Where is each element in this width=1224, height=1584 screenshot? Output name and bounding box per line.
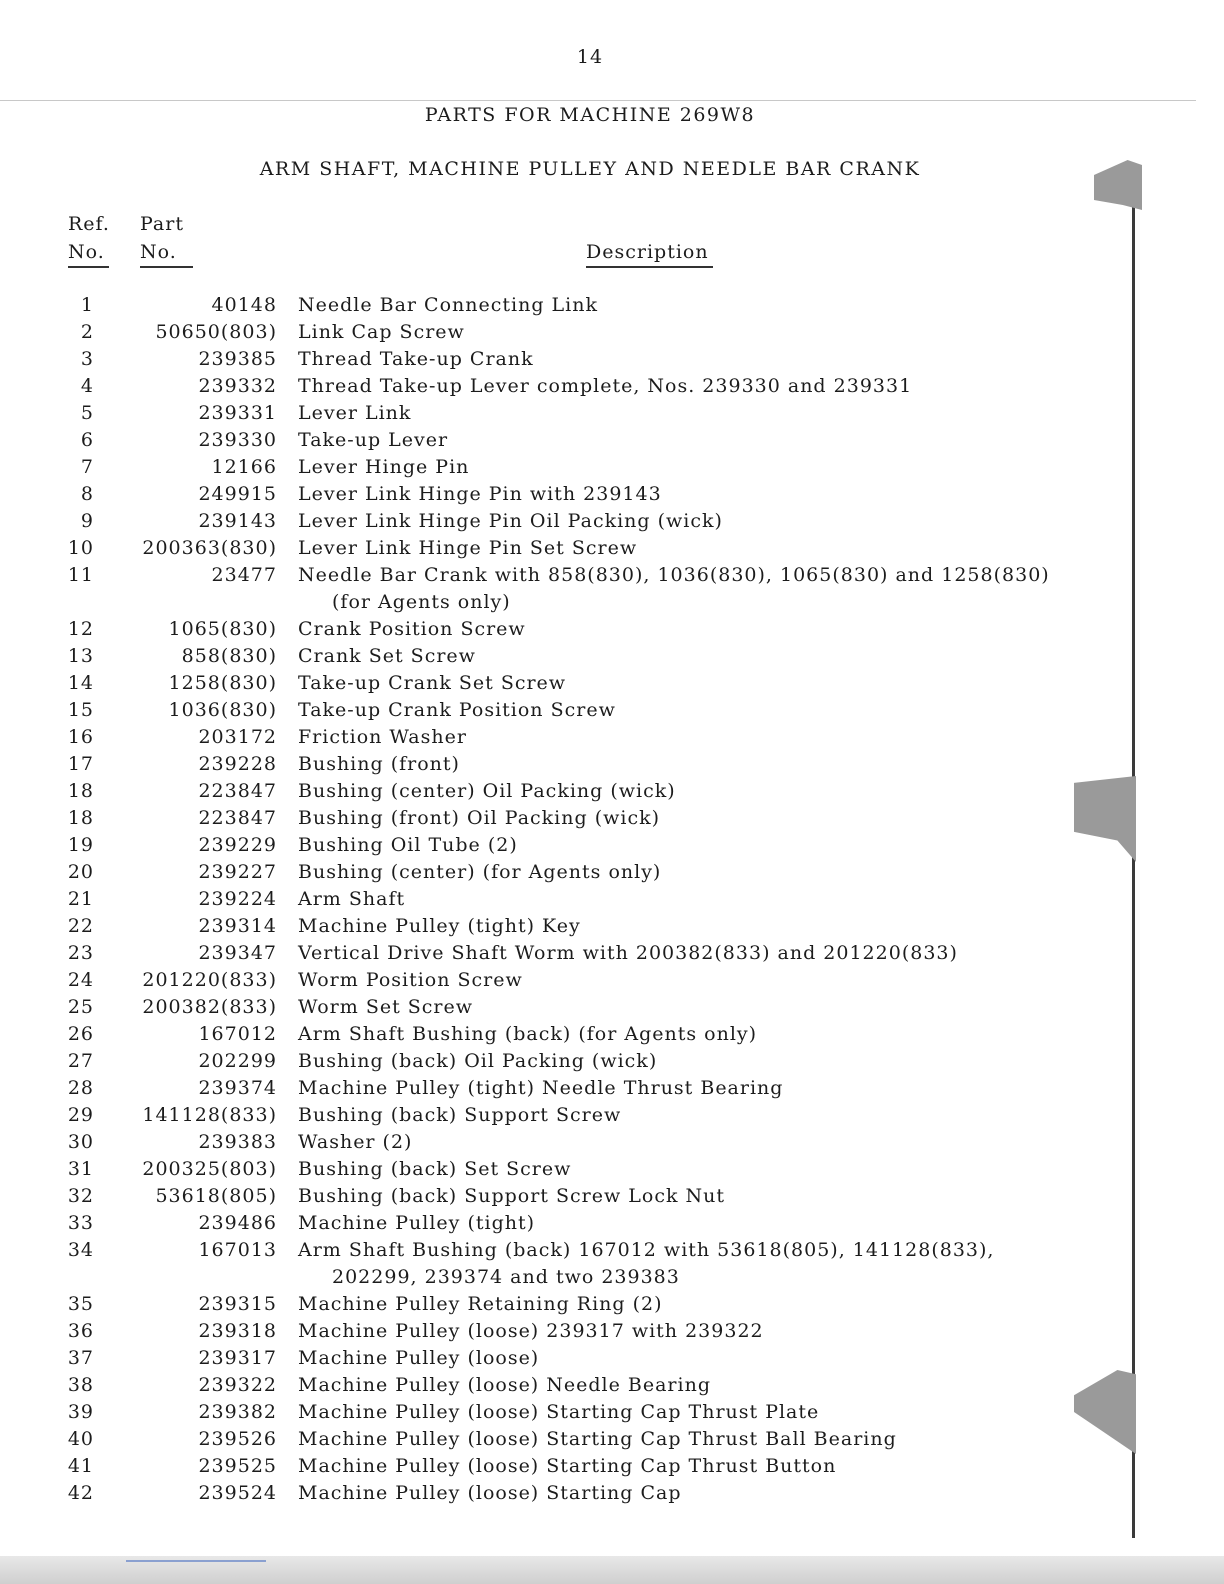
page-edge-line: [1132, 200, 1135, 1538]
part-number: 249915: [198, 483, 277, 505]
table-row: [0, 1345, 1140, 1372]
ref-number: 8: [80, 483, 94, 505]
description-text: Take-up Lever: [298, 429, 449, 451]
description-continuation: 202299, 239374 and two 239383: [332, 1266, 680, 1288]
description-text: Machine Pulley (tight): [298, 1212, 536, 1234]
part-number: 12166: [211, 456, 277, 478]
ref-number: 11: [67, 564, 94, 586]
part-number: 239331: [198, 402, 277, 424]
description-text: Lever Link: [298, 402, 412, 424]
description-text: Bushing (center) Oil Packing (wick): [298, 780, 676, 802]
ref-number: 16: [67, 726, 94, 748]
part-description: [298, 1318, 764, 1345]
table-row: [0, 697, 1140, 724]
table-row: [0, 400, 1140, 427]
ref-number: 41: [67, 1455, 94, 1477]
part-description: [298, 1021, 757, 1048]
part-number: 201220(833): [142, 969, 277, 991]
part-number: 239385: [198, 348, 277, 370]
part-number: 239347: [198, 942, 277, 964]
part-description: [298, 670, 566, 697]
part-number: 239143: [198, 510, 277, 532]
part-number: 239382: [198, 1401, 277, 1423]
table-row: [0, 859, 1140, 886]
table-row: [0, 1075, 1140, 1102]
description-text: Take-up Crank Set Screw: [298, 672, 567, 694]
table-row: [0, 1399, 1140, 1426]
part-description: [298, 481, 662, 508]
description-text: Lever Link Hinge Pin with 239143: [298, 483, 662, 505]
ref-number: 39: [67, 1401, 94, 1423]
table-row: [0, 1183, 1140, 1210]
ref-number: 42: [67, 1482, 94, 1504]
description-continuation: (for Agents only): [332, 591, 511, 613]
ref-header-line1: Ref.: [68, 213, 110, 235]
ref-number: 40: [67, 1428, 94, 1450]
table-row: [0, 1156, 1140, 1183]
part-description: [298, 319, 465, 346]
ref-number: 35: [67, 1293, 94, 1315]
table-row: [0, 832, 1140, 859]
part-description: [298, 292, 598, 319]
part-number: 1065(830): [168, 618, 277, 640]
description-text: Bushing (back) Set Screw: [298, 1158, 572, 1180]
table-row: [0, 1291, 1140, 1318]
table-row: [0, 1129, 1140, 1156]
ref-number: 21: [67, 888, 94, 910]
table-row: [0, 454, 1140, 481]
table-row: [0, 994, 1140, 1021]
scan-bottom-edge: [0, 1556, 1224, 1584]
part-number: 858(830): [181, 645, 277, 667]
ref-number: 19: [67, 834, 94, 856]
description-text: Bushing (back) Support Screw Lock Nut: [298, 1185, 726, 1207]
description-text: Worm Position Screw: [298, 969, 523, 991]
part-description: [298, 1480, 682, 1507]
ref-number: 1: [80, 294, 94, 316]
ref-number: 30: [67, 1131, 94, 1153]
ref-number: 18: [67, 780, 94, 802]
table-row: [0, 535, 1140, 562]
table-row: [0, 481, 1140, 508]
part-description: [298, 1453, 836, 1480]
part-description: [298, 1156, 571, 1183]
ref-number: 18: [67, 807, 94, 829]
part-number: 239228: [198, 753, 277, 775]
part-description: [298, 832, 518, 859]
ref-number: 29: [67, 1104, 94, 1126]
part-number: 239227: [198, 861, 277, 883]
table-row: [0, 778, 1140, 805]
description-text: Bushing (center) (for Agents only): [298, 861, 662, 883]
ref-number: 36: [67, 1320, 94, 1342]
part-description: [298, 1075, 783, 1102]
description-text: Vertical Drive Shaft Worm with 200382(833) and 201220(833): [298, 942, 958, 964]
part-description: [298, 1102, 621, 1129]
part-number: 239332: [198, 375, 277, 397]
description-text: Take-up Crank Position Screw: [298, 699, 616, 721]
part-description: [298, 751, 460, 778]
part-number: 200363(830): [142, 537, 277, 559]
part-number: 50650(803): [155, 321, 277, 343]
description-text: Arm Shaft Bushing (back) 167012 with 53618(805), 141128(833),: [298, 1239, 995, 1261]
table-row: [0, 1372, 1140, 1399]
description-header: [586, 238, 713, 268]
ref-number: 17: [67, 753, 94, 775]
part-number: 40148: [211, 294, 277, 316]
ref-number: 20: [67, 861, 94, 883]
part-description: [298, 1399, 819, 1426]
ref-number: 28: [67, 1077, 94, 1099]
section-subtitle: ARM SHAFT, MACHINE PULLEY AND NEEDLE BAR CRANK: [259, 158, 921, 180]
part-number: 239224: [198, 888, 277, 910]
part-description: [298, 967, 523, 994]
description-text: Friction Washer: [298, 726, 467, 748]
part-description: [298, 643, 476, 670]
parts-list: [0, 292, 1140, 1507]
table-row: [0, 562, 1140, 616]
description-text: Needle Bar Connecting Link: [298, 294, 598, 316]
part-number: 239525: [198, 1455, 277, 1477]
description-text: Machine Pulley (loose) Needle Bearing: [298, 1374, 711, 1396]
part-number: 239486: [198, 1212, 277, 1234]
description-text: Needle Bar Crank with 858(830), 1036(830), 1065(830) and 1258(830): [298, 564, 1050, 586]
ref-header-line2: No.: [68, 238, 109, 268]
ref-number: 33: [67, 1212, 94, 1234]
part-description: [298, 1048, 657, 1075]
part-description: [298, 346, 534, 373]
part-number: 239229: [198, 834, 277, 856]
table-row: [0, 1237, 1140, 1291]
part-description: [298, 454, 469, 481]
description-header-label: Description: [586, 238, 713, 268]
ref-number: 15: [67, 699, 94, 721]
page-title: PARTS FOR MACHINE 269W8: [424, 104, 756, 126]
ref-no-header: [68, 210, 110, 268]
part-header-line1: Part: [140, 213, 184, 235]
part-description: [298, 1426, 897, 1453]
part-number: 200382(833): [142, 996, 277, 1018]
part-description: [298, 1345, 539, 1372]
ref-number: 23: [67, 942, 94, 964]
description-text: Lever Hinge Pin: [298, 456, 470, 478]
description-text: Bushing (back) Oil Packing (wick): [298, 1050, 658, 1072]
table-row: [0, 805, 1140, 832]
part-description: [298, 805, 660, 832]
table-row: [0, 1318, 1140, 1345]
part-description: [298, 508, 723, 535]
description-text: Machine Pulley (loose) Starting Cap: [298, 1482, 682, 1504]
part-description: [298, 859, 661, 886]
ref-number: 24: [67, 969, 94, 991]
description-text: Washer (2): [298, 1131, 413, 1153]
ref-number: 6: [80, 429, 94, 451]
ref-number: 27: [67, 1050, 94, 1072]
ref-number: 14: [67, 672, 94, 694]
part-number: 239330: [198, 429, 277, 451]
ref-number: 22: [67, 915, 94, 937]
part-description: [298, 1372, 711, 1399]
ref-number: 37: [67, 1347, 94, 1369]
description-text: Machine Pulley (tight) Key: [298, 915, 581, 937]
part-description: [298, 697, 616, 724]
part-description: [298, 940, 958, 967]
part-description: [298, 1291, 663, 1318]
part-description: [298, 616, 526, 643]
description-text: Worm Set Screw: [298, 996, 473, 1018]
description-text: Crank Position Screw: [298, 618, 526, 640]
table-row: [0, 751, 1140, 778]
description-text: Machine Pulley (loose) Starting Cap Thrust Plate: [298, 1401, 820, 1423]
part-description: [298, 778, 676, 805]
ref-number: 26: [67, 1023, 94, 1045]
ref-number: 5: [80, 402, 94, 424]
part-number: 202299: [198, 1050, 277, 1072]
part-description: [298, 535, 637, 562]
page-number: 14: [576, 46, 604, 68]
part-number: 239524: [198, 1482, 277, 1504]
description-text: Lever Link Hinge Pin Oil Packing (wick): [298, 510, 723, 532]
part-no-header: [140, 210, 193, 268]
ref-number: 34: [67, 1239, 94, 1261]
table-row: [0, 724, 1140, 751]
part-description: [298, 1210, 535, 1237]
part-number: 53618(805): [155, 1185, 277, 1207]
table-row: [0, 292, 1140, 319]
description-text: Machine Pulley (loose): [298, 1347, 540, 1369]
ref-number: 25: [67, 996, 94, 1018]
part-description: [298, 373, 912, 400]
ref-number: 38: [67, 1374, 94, 1396]
description-text: Lever Link Hinge Pin Set Screw: [298, 537, 638, 559]
part-description: [298, 1183, 725, 1210]
ref-number: 7: [80, 456, 94, 478]
part-description: [298, 400, 411, 427]
table-row: [0, 1102, 1140, 1129]
description-text: Bushing (front): [298, 753, 460, 775]
ref-number: 31: [67, 1158, 94, 1180]
part-description: [298, 1129, 412, 1156]
part-number: 239383: [198, 1131, 277, 1153]
ref-number: 10: [67, 537, 94, 559]
table-row: [0, 886, 1140, 913]
ref-number: 3: [80, 348, 94, 370]
part-number: 23477: [211, 564, 277, 586]
description-text: Machine Pulley (tight) Needle Thrust Bearing: [298, 1077, 784, 1099]
part-number: 167013: [198, 1239, 277, 1261]
part-description: [298, 427, 448, 454]
part-number: 239322: [198, 1374, 277, 1396]
description-text: Crank Set Screw: [298, 645, 476, 667]
table-row: [0, 967, 1140, 994]
ref-number: 32: [67, 1185, 94, 1207]
table-row: [0, 427, 1140, 454]
description-text: Machine Pulley (loose) 239317 with 239322: [298, 1320, 764, 1342]
part-header-line2: No.: [140, 238, 193, 268]
part-number: 167012: [198, 1023, 277, 1045]
description-text: Thread Take-up Lever complete, Nos. 239330 and 239331: [298, 375, 913, 397]
table-row: [0, 319, 1140, 346]
table-row: [0, 913, 1140, 940]
table-row: [0, 1480, 1140, 1507]
description-text: Bushing Oil Tube (2): [298, 834, 518, 856]
ref-number: 13: [67, 645, 94, 667]
description-text: Bushing (front) Oil Packing (wick): [298, 807, 661, 829]
part-number: 223847: [198, 807, 277, 829]
scan-mark: [126, 1560, 266, 1562]
table-row: [0, 616, 1140, 643]
part-description: [298, 1237, 994, 1291]
part-number: 1258(830): [168, 672, 277, 694]
part-number: 200325(803): [142, 1158, 277, 1180]
table-row: [0, 1453, 1140, 1480]
part-number: 239317: [198, 1347, 277, 1369]
table-row: [0, 643, 1140, 670]
table-row: [0, 373, 1140, 400]
ref-number: 4: [80, 375, 94, 397]
part-number: 1036(830): [168, 699, 277, 721]
part-number: 141128(833): [142, 1104, 277, 1126]
part-number: 239315: [198, 1293, 277, 1315]
description-text: Bushing (back) Support Screw: [298, 1104, 622, 1126]
description-text: Thread Take-up Crank: [298, 348, 534, 370]
description-text: Link Cap Screw: [298, 321, 465, 343]
table-row: [0, 346, 1140, 373]
part-description: [298, 994, 473, 1021]
part-number: 239318: [198, 1320, 277, 1342]
table-row: [0, 508, 1140, 535]
description-text: Arm Shaft: [298, 888, 406, 910]
top-divider: [0, 100, 1196, 101]
ref-number: 2: [80, 321, 94, 343]
description-text: Machine Pulley (loose) Starting Cap Thrust Button: [298, 1455, 837, 1477]
table-row: [0, 1210, 1140, 1237]
part-description: [298, 913, 581, 940]
part-number: 239314: [198, 915, 277, 937]
part-number: 223847: [198, 780, 277, 802]
table-row: [0, 1048, 1140, 1075]
part-description: [298, 562, 1050, 616]
part-number: 239374: [198, 1077, 277, 1099]
table-row: [0, 1426, 1140, 1453]
part-description: [298, 724, 467, 751]
table-row: [0, 940, 1140, 967]
part-description: [298, 886, 405, 913]
description-text: Machine Pulley (loose) Starting Cap Thrust Ball Bearing: [298, 1428, 897, 1450]
table-row: [0, 670, 1140, 697]
part-number: 239526: [198, 1428, 277, 1450]
ref-number: 9: [80, 510, 94, 532]
description-text: Arm Shaft Bushing (back) (for Agents only): [298, 1023, 758, 1045]
part-number: 203172: [198, 726, 277, 748]
ref-number: 12: [67, 618, 94, 640]
description-text: Machine Pulley Retaining Ring (2): [298, 1293, 663, 1315]
table-row: [0, 1021, 1140, 1048]
